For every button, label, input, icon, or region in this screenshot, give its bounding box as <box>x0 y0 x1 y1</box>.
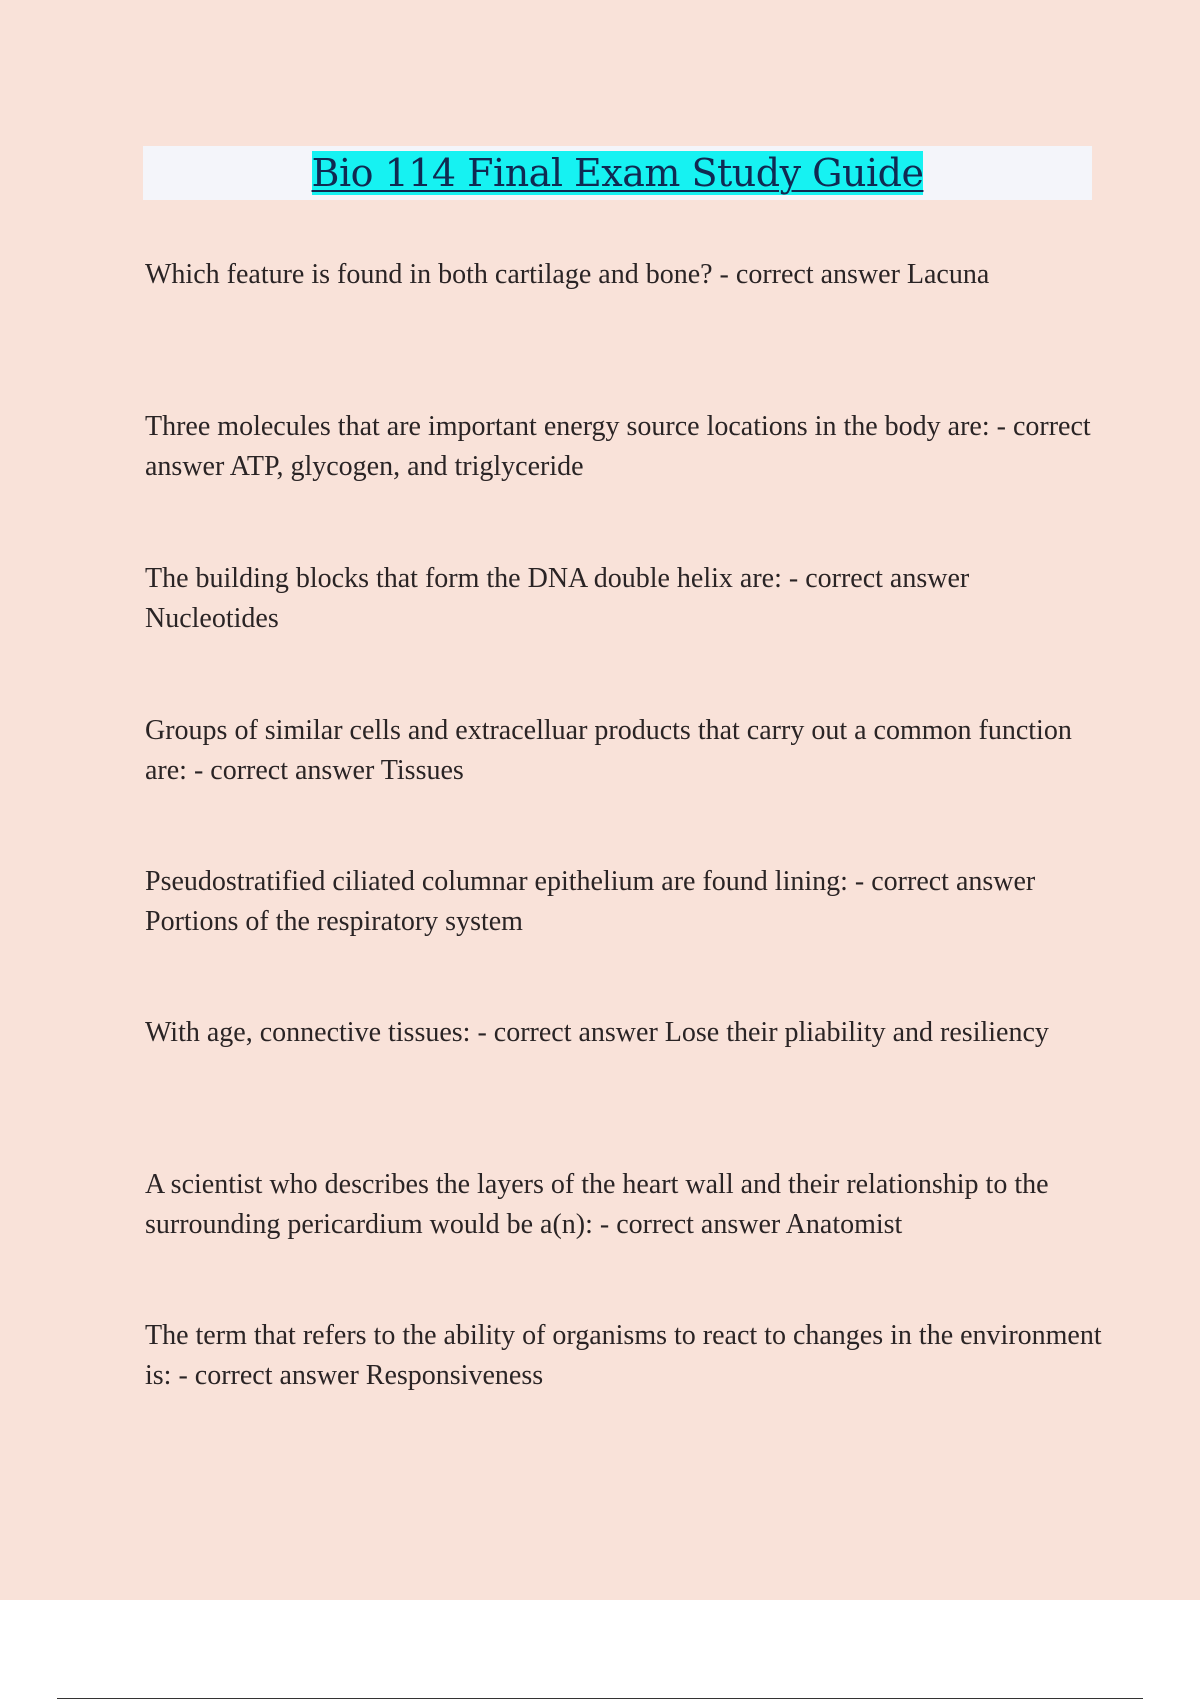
question-answer-4: Groups of similar cells and extracelluar products that carry out a common function are: - correct answer Tissues <box>145 715 1072 786</box>
question-answer-2: Three molecules that are important energy source locations in the body are: - correct answer ATP, glycogen, and triglyceride <box>145 411 1091 482</box>
footer-divider <box>57 1698 1143 1699</box>
question-answer-5: Pseudostratified ciliated columnar epithelium are found lining: - correct answer Portions of the respiratory system <box>145 866 1036 937</box>
question-answer-3: The building blocks that form the DNA double helix are: - correct answer Nucleotides <box>145 563 970 634</box>
question-answer-7: A scientist who describes the layers of the heart wall and their relationship to the surrounding pericardium would be a(n): - correct answer Anatomist <box>145 1169 1049 1240</box>
page-title-text: Bio 114 Final Exam Study Guide <box>311 151 924 195</box>
question-answer-8: The term that refers to the ability of organisms to react to changes in the environment is: - correct answer Responsiveness <box>145 1320 1102 1391</box>
page-title <box>143 146 1092 200</box>
question-answer-1: Which feature is found in both cartilage and bone? - correct answer Lacuna <box>145 259 990 290</box>
title-bar <box>143 146 1092 200</box>
question-answer-6: With age, connective tissues: - correct answer Lose their pliability and resiliency <box>145 1017 1049 1048</box>
